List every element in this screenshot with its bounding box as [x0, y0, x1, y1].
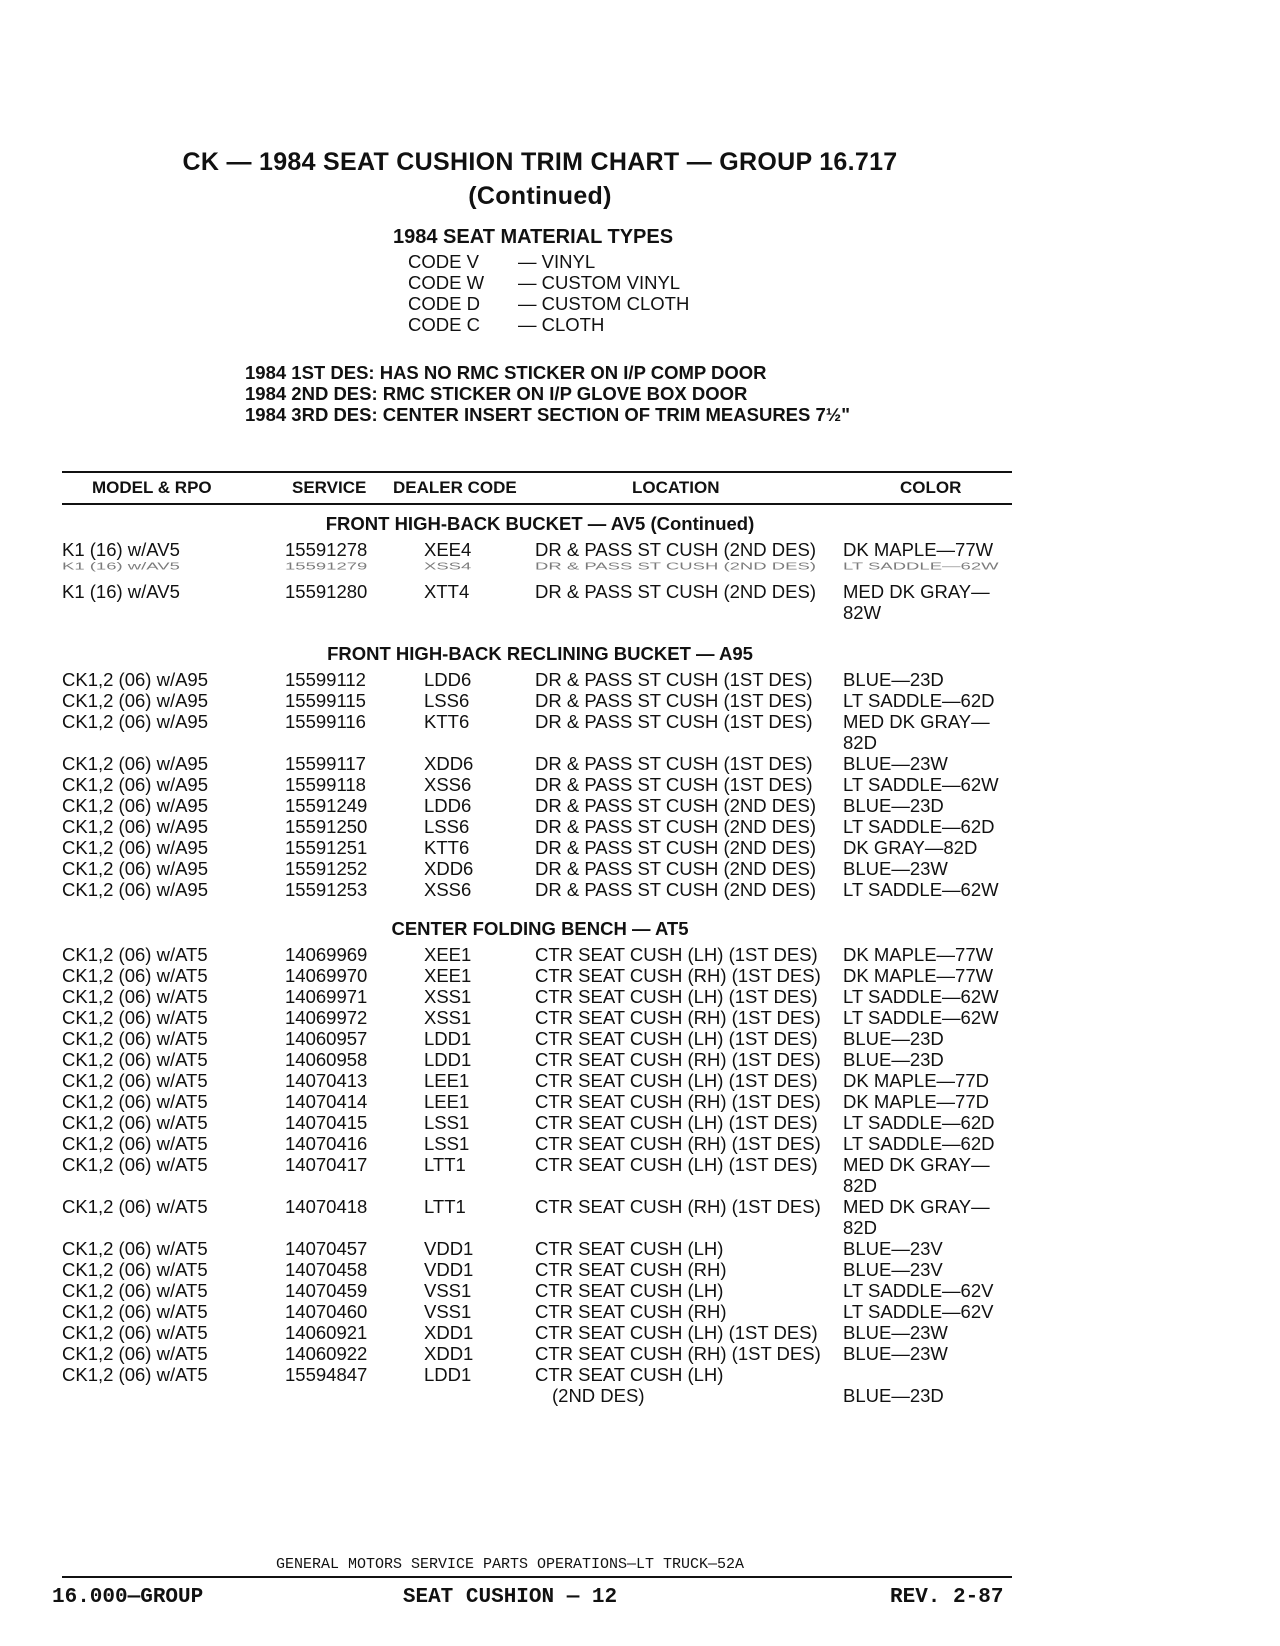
row-model: CK1,2 (06) w/AT5: [62, 1007, 208, 1028]
row-service-number: 15594847: [285, 1364, 368, 1385]
row-dealer-code: VSS1: [424, 1301, 472, 1322]
row-location: CTR SEAT CUSH (LH) (1ST DES): [535, 1112, 818, 1133]
row-model: CK1,2 (06) w/AT5: [62, 944, 208, 965]
header-dealer-code: DEALER CODE: [393, 478, 517, 497]
row-dealer-code: VDD1: [424, 1238, 474, 1259]
row-location: DR & PASS ST CUSH (2ND DES): [535, 837, 816, 858]
row-location: DR & PASS ST CUSH (2ND DES): [535, 879, 816, 900]
header-service: SERVICE: [292, 478, 367, 497]
row-dealer-code: LDD1: [424, 1028, 472, 1049]
row-location: DR & PASS ST CUSH (2ND DES): [535, 581, 816, 602]
row-location: CTR SEAT CUSH (LH): [535, 1238, 724, 1259]
row-location: DR & PASS ST CUSH (1ST DES): [535, 690, 813, 711]
row-dealer-code: KTT6: [424, 711, 470, 732]
row-service-number: 14060922: [285, 1343, 368, 1364]
row-service-number: 15599112: [285, 669, 366, 690]
row-dealer-code: LSS1: [424, 1112, 470, 1133]
row-location: DR & PASS ST CUSH (2ND DES): [535, 795, 816, 816]
row-dealer-code: LDD1: [424, 1364, 472, 1385]
row-location: DR & PASS ST CUSH (2ND DES): [535, 816, 816, 837]
row-color: LT SADDLE—62W: [843, 560, 999, 572]
row-model: CK1,2 (06) w/A95: [62, 837, 209, 858]
row-service-number: 14060957: [285, 1028, 368, 1049]
row-color: DK MAPLE—77D: [843, 1091, 989, 1112]
row-color: LT SADDLE—62D: [843, 690, 995, 711]
row-dealer-code: XSS6: [424, 774, 472, 795]
row-model: CK1,2 (06) w/AT5: [62, 965, 208, 986]
row-service-number: 14070415: [285, 1112, 368, 1133]
row-service-number: 15599118: [285, 774, 366, 795]
row-service-number: 14070417: [285, 1154, 368, 1175]
material-types-heading: 1984 SEAT MATERIAL TYPES: [393, 226, 674, 248]
footer-publisher: GENERAL MOTORS SERVICE PARTS OPERATIONS—LT TRUCK—52A: [0, 1556, 1020, 1573]
row-service-number: 14060921: [285, 1322, 368, 1343]
row-model: CK1,2 (06) w/A95: [62, 711, 209, 732]
header-color: COLOR: [900, 478, 962, 497]
row-dealer-code: KTT6: [424, 837, 470, 858]
row-service-number: 14070414: [285, 1091, 368, 1112]
row-color: MED DK GRAY— 82D: [843, 1154, 990, 1196]
row-model: CK1,2 (06) w/AT5: [62, 1301, 208, 1322]
row-location: CTR SEAT CUSH (LH) (1ST DES): [535, 944, 818, 965]
row-color: DK MAPLE—77W: [843, 539, 994, 560]
row-dealer-code: LTT1: [424, 1196, 466, 1217]
page-subtitle: (Continued): [468, 182, 612, 210]
row-dealer-code: XSS1: [424, 986, 472, 1007]
row-model: CK1,2 (06) w/AT5: [62, 1343, 208, 1364]
row-model: CK1,2 (06) w/AT5: [62, 1091, 208, 1112]
row-color: BLUE—23D: [843, 669, 944, 690]
row-location-continued: (2ND DES): [552, 1385, 645, 1406]
row-color: BLUE—23W: [843, 753, 948, 774]
row-service-number: 15591278: [285, 539, 368, 560]
row-dealer-code: XEE4: [424, 539, 472, 560]
footer-revision: REV. 2-87: [890, 1586, 1004, 1609]
row-color: BLUE—23W: [843, 1322, 948, 1343]
row-model: CK1,2 (06) w/AT5: [62, 1154, 208, 1175]
row-service-number: 15591252: [285, 858, 368, 879]
row-dealer-code: VSS1: [424, 1280, 472, 1301]
row-dealer-code: LDD6: [424, 795, 472, 816]
row-model: K1 (16) w/AV5: [62, 560, 180, 572]
row-service-number: 14069972: [285, 1007, 368, 1028]
row-color: BLUE—23W: [843, 1343, 948, 1364]
design-note-1st: 1984 1ST DES: HAS NO RMC STICKER ON I/P COMP DOOR: [245, 362, 767, 383]
row-color: LT SADDLE—62D: [843, 816, 995, 837]
row-location: CTR SEAT CUSH (LH) (1ST DES): [535, 1154, 818, 1175]
row-dealer-code: XEE1: [424, 944, 472, 965]
row-service-number: 15599116: [285, 711, 366, 732]
row-model: CK1,2 (06) w/A95: [62, 669, 209, 690]
row-location: CTR SEAT CUSH (LH) (1ST DES): [535, 1070, 818, 1091]
section-heading: FRONT HIGH-BACK RECLINING BUCKET — A95: [327, 643, 753, 664]
row-location: CTR SEAT CUSH (LH): [535, 1280, 724, 1301]
row-dealer-code: LSS1: [424, 1133, 470, 1154]
row-color: BLUE—23D: [843, 1028, 944, 1049]
row-service-number: 14070416: [285, 1133, 368, 1154]
row-service-number: 14069970: [285, 965, 368, 986]
row-location: CTR SEAT CUSH (LH) (1ST DES): [535, 1322, 818, 1343]
row-service-number: 14070458: [285, 1259, 368, 1280]
row-color: LT SADDLE—62W: [843, 774, 999, 795]
row-location: DR & PASS ST CUSH (1ST DES): [535, 774, 813, 795]
row-service-number: 15599115: [285, 690, 366, 711]
row-color: MED DK GRAY— 82W: [843, 581, 990, 623]
row-model: CK1,2 (06) w/AT5: [62, 986, 208, 1007]
row-location: DR & PASS ST CUSH (1ST DES): [535, 711, 813, 732]
row-location: CTR SEAT CUSH (RH) (1ST DES): [535, 1343, 821, 1364]
row-model: CK1,2 (06) w/AT5: [62, 1259, 208, 1280]
row-dealer-code: XTT4: [424, 581, 470, 602]
row-model: CK1,2 (06) w/A95: [62, 858, 209, 879]
row-dealer-code: LSS6: [424, 816, 470, 837]
row-model: CK1,2 (06) w/AT5: [62, 1049, 208, 1070]
row-service-number: 15591250: [285, 816, 368, 837]
row-model: CK1,2 (06) w/A95: [62, 879, 209, 900]
row-location: CTR SEAT CUSH (RH) (1ST DES): [535, 1133, 821, 1154]
row-color: BLUE—23W: [843, 858, 948, 879]
row-color: MED DK GRAY— 82D: [843, 711, 990, 753]
row-color: LT SADDLE—62V: [843, 1280, 994, 1301]
row-model: CK1,2 (06) w/A95: [62, 816, 209, 837]
row-location: DR & PASS ST CUSH (1ST DES): [535, 753, 813, 774]
row-model: CK1,2 (06) w/AT5: [62, 1112, 208, 1133]
row-model: CK1,2 (06) w/AT5: [62, 1322, 208, 1343]
row-service-number: 14069971: [285, 986, 368, 1007]
row-color: LT SADDLE—62W: [843, 879, 999, 900]
row-location: DR & PASS ST CUSH (2ND DES): [535, 539, 816, 560]
row-color: LT SADDLE—62W: [843, 986, 999, 1007]
row-location: CTR SEAT CUSH (LH): [535, 1364, 724, 1385]
row-dealer-code: LSS6: [424, 690, 470, 711]
row-service-number: 14070457: [285, 1238, 368, 1259]
row-model: CK1,2 (06) w/A95: [62, 795, 209, 816]
row-color: BLUE—23D: [843, 1049, 944, 1070]
row-color: DK MAPLE—77W: [843, 965, 994, 986]
section-heading: FRONT HIGH-BACK BUCKET — AV5 (Continued): [325, 513, 755, 534]
row-color: DK GRAY—82D: [843, 837, 978, 858]
row-color: DK MAPLE—77W: [843, 944, 994, 965]
header-location: LOCATION: [632, 478, 720, 497]
row-location: CTR SEAT CUSH (RH) (1ST DES): [535, 965, 821, 986]
row-color: MED DK GRAY— 82D: [843, 1196, 990, 1238]
row-location: DR & PASS ST CUSH (1ST DES): [535, 669, 813, 690]
row-location: CTR SEAT CUSH (RH): [535, 1301, 727, 1322]
row-service-number: 15591279: [285, 560, 368, 572]
row-service-number: 14070418: [285, 1196, 368, 1217]
row-dealer-code: LEE1: [424, 1070, 470, 1091]
header-model: MODEL & RPO: [92, 478, 212, 497]
footer-rule: [62, 1576, 1012, 1578]
row-model: CK1,2 (06) w/A95: [62, 690, 209, 711]
row-service-number: 14060958: [285, 1049, 368, 1070]
row-color: BLUE—23D: [843, 1385, 944, 1406]
footer-group: 16.000—GROUP: [52, 1586, 204, 1609]
row-location: CTR SEAT CUSH (RH) (1ST DES): [535, 1049, 821, 1070]
row-service-number: 14070459: [285, 1280, 368, 1301]
material-code-c: CODE C — CLOTH: [408, 314, 605, 335]
row-model: CK1,2 (06) w/AT5: [62, 1238, 208, 1259]
row-model: CK1,2 (06) w/AT5: [62, 1280, 208, 1301]
row-model: CK1,2 (06) w/AT5: [62, 1133, 208, 1154]
row-dealer-code: XEE1: [424, 965, 472, 986]
row-service-number: 14069969: [285, 944, 368, 965]
row-dealer-code: LDD6: [424, 669, 472, 690]
page-title: CK — 1984 SEAT CUSHION TRIM CHART — GROUP 16.717: [182, 148, 898, 176]
material-code-w: CODE W — CUSTOM VINYL: [408, 272, 681, 293]
row-location: CTR SEAT CUSH (RH) (1ST DES): [535, 1196, 821, 1217]
row-dealer-code: XSS1: [424, 1007, 472, 1028]
row-model: CK1,2 (06) w/A95: [62, 774, 209, 795]
row-dealer-code: XSS4: [424, 560, 472, 572]
row-model: CK1,2 (06) w/AT5: [62, 1364, 208, 1385]
footer-page: SEAT CUSHION — 12: [402, 1586, 618, 1609]
row-service-number: 15591251: [285, 837, 368, 858]
row-service-number: 15599117: [285, 753, 366, 774]
row-dealer-code: XDD6: [424, 753, 474, 774]
row-model: K1 (16) w/AV5: [62, 581, 180, 602]
row-dealer-code: XDD6: [424, 858, 474, 879]
row-location: DR & PASS ST CUSH (2ND DES): [535, 560, 816, 572]
design-note-2nd: 1984 2ND DES: RMC STICKER ON I/P GLOVE BOX DOOR: [245, 383, 748, 404]
row-service-number: 15591249: [285, 795, 368, 816]
material-code-v: CODE V — VINYL: [408, 251, 596, 272]
design-note-3rd: 1984 3RD DES: CENTER INSERT SECTION OF TRIM MEASURES 7½": [245, 404, 850, 425]
row-location: CTR SEAT CUSH (LH) (1ST DES): [535, 1028, 818, 1049]
row-color: BLUE—23V: [843, 1259, 943, 1280]
row-service-number: 14070413: [285, 1070, 368, 1091]
row-dealer-code: XDD1: [424, 1322, 474, 1343]
row-dealer-code: XDD1: [424, 1343, 474, 1364]
row-model: K1 (16) w/AV5: [62, 539, 180, 560]
row-color: BLUE—23V: [843, 1238, 943, 1259]
row-model: CK1,2 (06) w/AT5: [62, 1196, 208, 1217]
row-model: CK1,2 (06) w/AT5: [62, 1028, 208, 1049]
row-service-number: 15591253: [285, 879, 368, 900]
row-model: CK1,2 (06) w/A95: [62, 753, 209, 774]
row-location: CTR SEAT CUSH (RH) (1ST DES): [535, 1091, 821, 1112]
row-color: DK MAPLE—77D: [843, 1070, 989, 1091]
row-dealer-code: LEE1: [424, 1091, 470, 1112]
row-color: BLUE—23D: [843, 795, 944, 816]
row-color: LT SADDLE—62D: [843, 1133, 995, 1154]
row-color: LT SADDLE—62D: [843, 1112, 995, 1133]
row-service-number: 14070460: [285, 1301, 368, 1322]
row-dealer-code: LDD1: [424, 1049, 472, 1070]
row-dealer-code: LTT1: [424, 1154, 466, 1175]
row-location: CTR SEAT CUSH (RH): [535, 1259, 727, 1280]
row-color: LT SADDLE—62V: [843, 1301, 994, 1322]
material-code-d: CODE D — CUSTOM CLOTH: [408, 293, 690, 314]
row-location: DR & PASS ST CUSH (2ND DES): [535, 858, 816, 879]
row-service-number: 15591280: [285, 581, 368, 602]
row-color: LT SADDLE—62W: [843, 1007, 999, 1028]
row-location: CTR SEAT CUSH (RH) (1ST DES): [535, 1007, 821, 1028]
section-heading: CENTER FOLDING BENCH — AT5: [391, 918, 689, 939]
row-dealer-code: VDD1: [424, 1259, 474, 1280]
row-location: CTR SEAT CUSH (LH) (1ST DES): [535, 986, 818, 1007]
row-model: CK1,2 (06) w/AT5: [62, 1070, 208, 1091]
row-dealer-code: XSS6: [424, 879, 472, 900]
